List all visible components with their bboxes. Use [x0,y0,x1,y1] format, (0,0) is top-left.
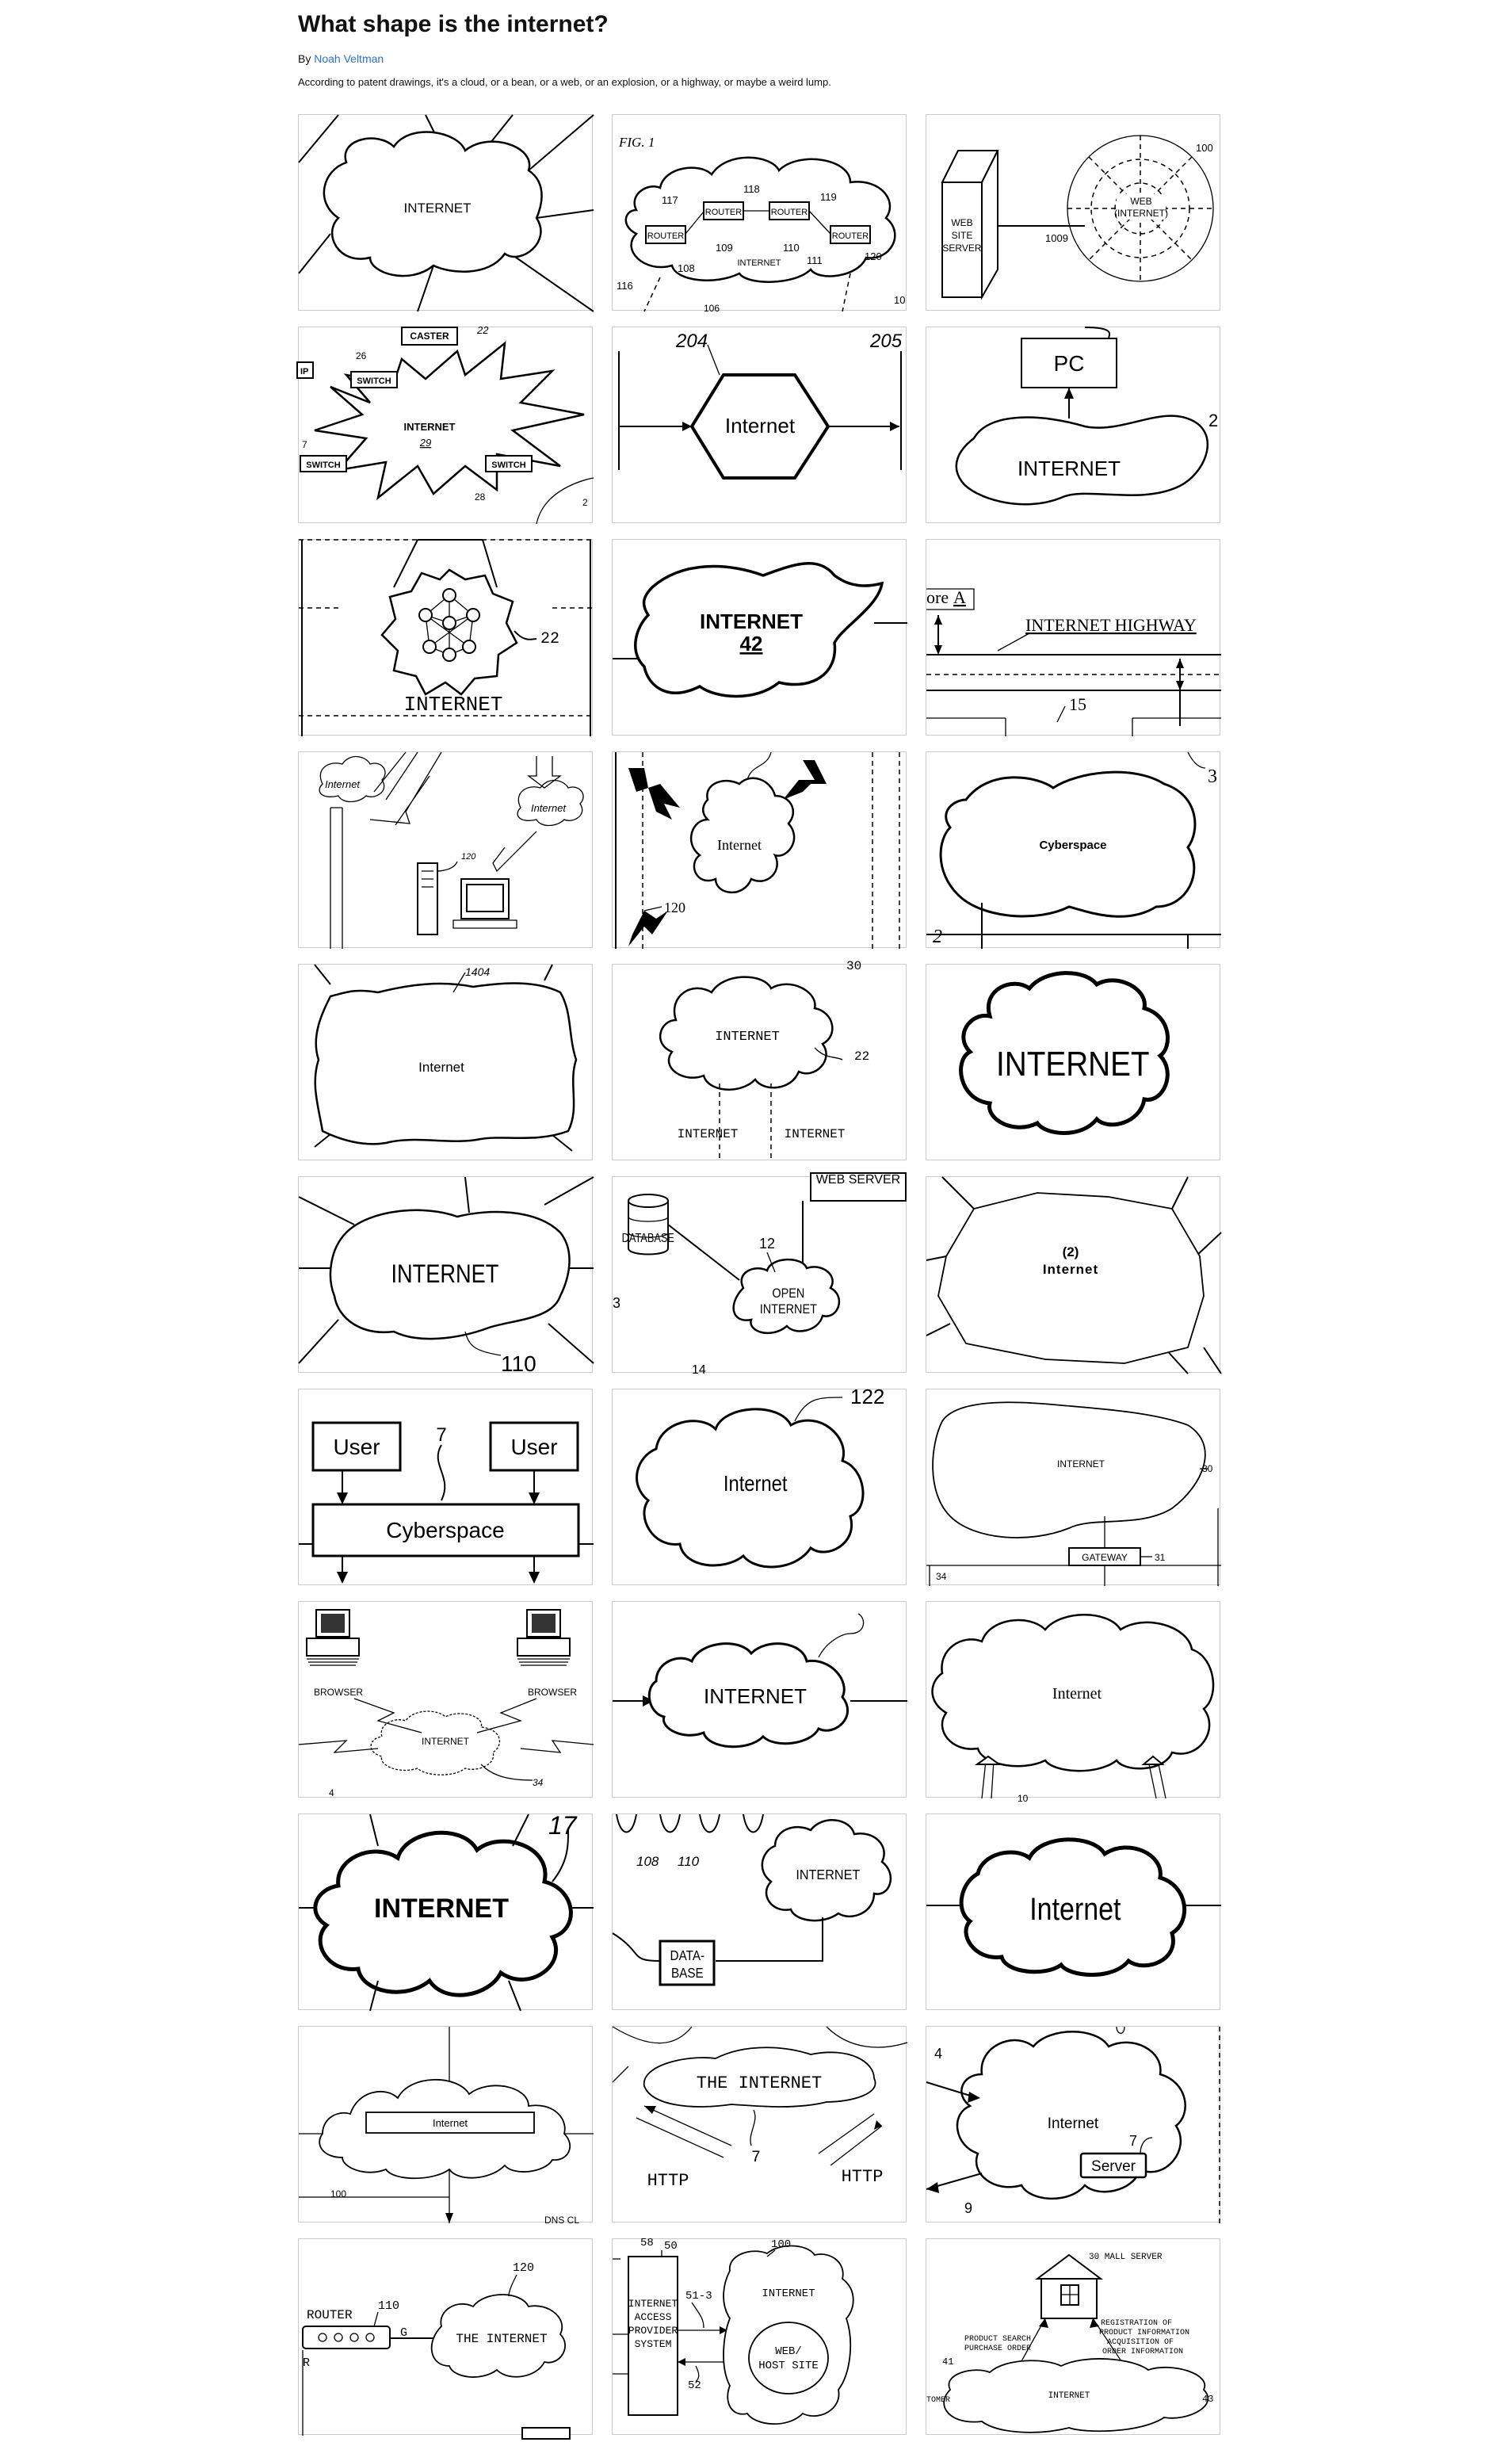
ref-number: 14 [692,1363,706,1377]
internet-label: INTERNET [1018,457,1121,480]
patent-drawing [299,2239,594,2436]
isp-label: INTERNET ACCESS PROVIDER SYSTEM [628,2298,678,2350]
page-title: What shape is the internet? [298,11,609,37]
drawing-tile [926,114,1220,311]
cloud-label: INTERNET [403,201,472,216]
ref-number: 120 [461,852,476,862]
router-label: ROUTER [831,231,869,241]
internet-label: INTERNET [677,1127,739,1141]
drawing-tile [612,1385,907,1585]
ref-number: 50 [664,2240,678,2253]
internet-label: Internet [717,837,762,853]
customer-label: TOMER [926,2396,951,2405]
server-label: Server [1091,2158,1136,2175]
patent-drawing [613,115,907,314]
mall-server-label: 30 MALL SERVER [1089,2253,1163,2262]
ref-number: 34 [936,1571,947,1582]
patent-drawing [299,540,594,736]
cyberspace-label: Cyberspace [1039,839,1107,852]
patent-drawing [299,1177,594,1374]
drawing-tile [926,1389,1220,1585]
ref-number: 7 [436,1424,447,1446]
patent-drawing [926,1177,1221,1374]
ref-number: 10 [1018,1793,1029,1804]
database-label: DATA- [670,1947,705,1964]
registration-label: REGISTRATION OF PRODUCT INFORMATION ACQUISITION OF ORDER INFORMATION [1099,2319,1190,2356]
drawing-tile [926,1601,1220,1804]
patent-drawing [613,1814,907,2011]
patent-drawing [613,327,907,524]
drawing-tile [926,539,1220,736]
ref-number: 204 [676,331,708,352]
ref-number: 43 [1202,2394,1214,2405]
ref-number: 52 [688,2379,701,2392]
internet-label: INTERNET [762,2287,815,2300]
patent-drawing [299,1602,594,1798]
drawing-tile [298,2238,593,2435]
ref-number: 110 [501,1351,536,1376]
ref-number: 117 [662,194,678,206]
ref-number: 1404 [465,965,491,978]
ref-number: 12 [759,1236,776,1252]
internet-label: Internet [1047,2115,1099,2132]
internet-label: Internet [432,2117,468,2129]
web-host-label: WEB/ [775,2345,802,2358]
router-label: ROUTER [704,208,743,217]
http-label: HTTP [841,2167,884,2187]
highway-label: INTERNET HIGHWAY [1025,615,1197,635]
ref-number: 2 [1208,411,1219,430]
cyberspace-label: Cyberspace [386,1518,505,1542]
ip-label: IP [300,367,309,376]
patent-drawing [926,965,1221,1161]
ref-number: 2 [933,927,942,947]
drawing-tile [612,751,907,948]
store-ref: A [953,587,966,607]
drawing-tile [926,1176,1220,1373]
internet-label: INTERNET [796,1867,861,1883]
internet-label: Internet [1042,1262,1099,1277]
drawing-tile [298,1813,593,2010]
gateway-label: GATEWAY [1082,1552,1128,1563]
ref-number: 22 [854,1049,870,1064]
patent-drawing [926,2027,1221,2223]
computer-icon [307,1610,359,1665]
ref-number: 7 [302,439,307,450]
internet-label: INTERNET [403,693,503,717]
internet-label: INTERNET [403,421,456,433]
patent-drawing [299,324,594,524]
patent-drawing [613,2027,907,2223]
database-label: DATABASE [621,1231,674,1246]
patent-drawing-grid [298,114,1222,2435]
drawing-tile [926,2238,1220,2435]
ref-number: 109 [716,242,733,254]
patent-drawing [299,1811,594,2011]
internet-label: THE INTERNET [456,2332,548,2346]
ref-number: 7 [751,2149,762,2167]
search-label: PRODUCT SEARCH PURCHASE ORDER [964,2335,1032,2353]
drawing-tile [298,2026,593,2226]
drawing-tile [298,324,593,523]
ref-number: 3 [613,1295,621,1311]
drawing-tile [298,114,593,311]
internet-label: INTERNET [391,1259,499,1289]
open-label: OPEN [772,1286,805,1301]
internet-label: Internet [418,1060,464,1075]
patent-drawing [613,752,907,949]
ref-number: 29 [419,437,432,449]
internet-label: Internet [723,1470,788,1496]
patent-drawing [299,2027,594,2226]
drawing-tile [612,1173,907,1377]
ref-number: 30 [846,959,862,973]
internet-label: INTERNET [759,1301,817,1317]
patent-drawing [613,2239,907,2436]
router-label: ROUTER [770,208,808,217]
ref-number: 106 [704,303,720,314]
patent-drawing [299,965,594,1161]
internet-label: INTERNET [737,258,781,268]
drawing-tile [612,2238,907,2435]
internet-label: INTERNET [1048,2391,1090,2401]
drawing-tile [926,327,1220,523]
ref-number: 110 [678,1854,700,1869]
computer-icon [517,1610,570,1665]
ref-number: 31 [1155,1552,1166,1563]
drawing-tile [298,539,593,736]
web-label: WEB [1130,196,1152,207]
web-label-sub: (INTERNET) [1114,208,1168,219]
drawing-tile [612,1813,907,2010]
web-host-label: HOST SITE [758,2360,819,2372]
user-label: User [510,1435,558,1459]
ref-number: 9 [964,2200,973,2216]
internet-label: INTERNET [422,1736,469,1747]
ref-number: 111 [807,254,823,266]
ref-number: (2) [1062,1244,1079,1259]
patent-drawing [613,959,907,1161]
patent-drawing [926,115,1221,311]
ref-number: 119 [820,191,837,203]
patent-drawing [926,327,1221,524]
drawing-tile [298,1176,593,1376]
drawing-tile [926,964,1220,1160]
browser-label: BROWSER [527,1687,578,1698]
ref-number: 4 [934,2046,943,2062]
ref-number: 205 [870,331,903,352]
switch-label: SWITCH [357,376,391,386]
ref-number: 26 [356,350,367,361]
switch-label: SWITCH [491,461,526,470]
ref-number: 100 [330,2188,347,2199]
ref-number: 4 [329,1787,334,1798]
port-label: G [400,2326,408,2340]
port-label: R [303,2356,311,2370]
ref-number: 122 [850,1385,885,1408]
internet-label: Internet [1052,1685,1102,1703]
ref-number: 100 [1196,142,1213,154]
figure-label: FIG. 1 [619,135,655,150]
ref-number: 118 [743,183,760,195]
patent-drawing [926,1389,1221,1586]
drawing-tile [926,2026,1220,2222]
web-server-label: WEB SERVER [815,1173,901,1187]
internet-label: Internet [724,414,796,438]
ref-number: 28 [475,491,486,503]
ref-number: 41 [942,2356,954,2368]
ref-number: 120 [513,2261,535,2275]
router-label: ROUTER [307,2308,353,2322]
http-label: HTTP [647,2171,689,2191]
byline-prefix: By [298,52,311,65]
ref-number: 58 [640,2237,654,2249]
drawing-tile [612,327,907,523]
ref-number: 51-3 [685,2290,712,2303]
browser-label: BROWSER [313,1687,364,1698]
ref-number: 100 [771,2238,792,2251]
internet-label: INTERNET [715,1030,780,1045]
patent-drawing [299,752,594,949]
internet-label: INTERNET [704,1684,807,1708]
drawing-tile [612,114,907,314]
ref-number: 10 [894,294,906,306]
ref-number: 108 [636,1854,659,1869]
internet-label: Internet [324,778,361,790]
patent-drawing [299,115,594,311]
internet-label: INTERNET [996,1043,1150,1084]
patent-drawing [613,1602,907,1798]
internet-label: Internet [530,802,567,814]
ref-number: 22 [477,324,489,336]
server-label: WEB SITE SERVER [942,217,982,254]
patent-drawing [613,540,907,736]
router-label: ROUTER [647,231,685,241]
drawing-tile [612,1601,907,1798]
author-link[interactable]: Noah Veltman [314,52,384,65]
patent-drawing [926,2239,1221,2436]
user-label: User [333,1435,380,1459]
ref-number: 15 [1069,694,1086,714]
byline [298,52,384,65]
ref-number: 30 [1202,1463,1213,1474]
ref-number: 17 [548,1811,577,1840]
ref-number: 110 [783,242,800,254]
patent-drawing [926,1602,1221,1804]
patent-drawing [926,540,1221,736]
article-description: According to patent drawings, it's a cloud, or a bean, or a web, or an explosion, or a highway, or maybe a weird lump. [298,76,831,88]
internet-label: THE INTERNET [696,2073,823,2093]
patent-drawing [613,1385,907,1586]
drawing-tile [926,1813,1220,2010]
ref-number: 22 [540,630,560,648]
caster-label: CASTER [410,331,449,342]
drawing-tile [612,959,907,1160]
patent-drawing [613,1173,907,1377]
patent-drawing [926,1814,1221,2011]
ref-number: 34 [533,1777,544,1788]
store-label: ore [926,587,949,607]
patent-drawing [926,752,1221,949]
internet-label: INTERNET [784,1127,846,1141]
dns-label: DNS CL [544,2215,580,2226]
internet-label: INTERNET [700,610,803,633]
ref-number: 120 [664,900,685,915]
drawing-tile [612,2026,907,2222]
ref-number: 108 [678,262,695,274]
drawing-tile [298,751,593,948]
ref-number: 1009 [1045,232,1068,244]
ref-number: 120 [865,250,882,262]
internet-label: INTERNET [374,1894,509,1924]
ref-number: 110 [378,2299,400,2313]
ref-number: 116 [617,280,633,292]
drawing-tile [612,539,907,736]
drawing-tile [298,1389,593,1585]
ref-number: 42 [739,632,763,655]
drawing-tile [298,1601,593,1798]
internet-label: INTERNET [1057,1458,1105,1470]
patent-drawing [299,1389,594,1586]
internet-label: Internet [1029,1890,1121,1927]
ref-number: 2 [582,497,588,508]
drawing-tile [298,964,593,1160]
database-label: BASE [670,1964,704,1982]
ref-number: 7 [1129,2133,1138,2149]
ref-number: 3 [1208,766,1217,787]
switch-label: SWITCH [306,461,341,470]
drawing-tile [926,751,1220,948]
pc-label: PC [1053,351,1085,376]
